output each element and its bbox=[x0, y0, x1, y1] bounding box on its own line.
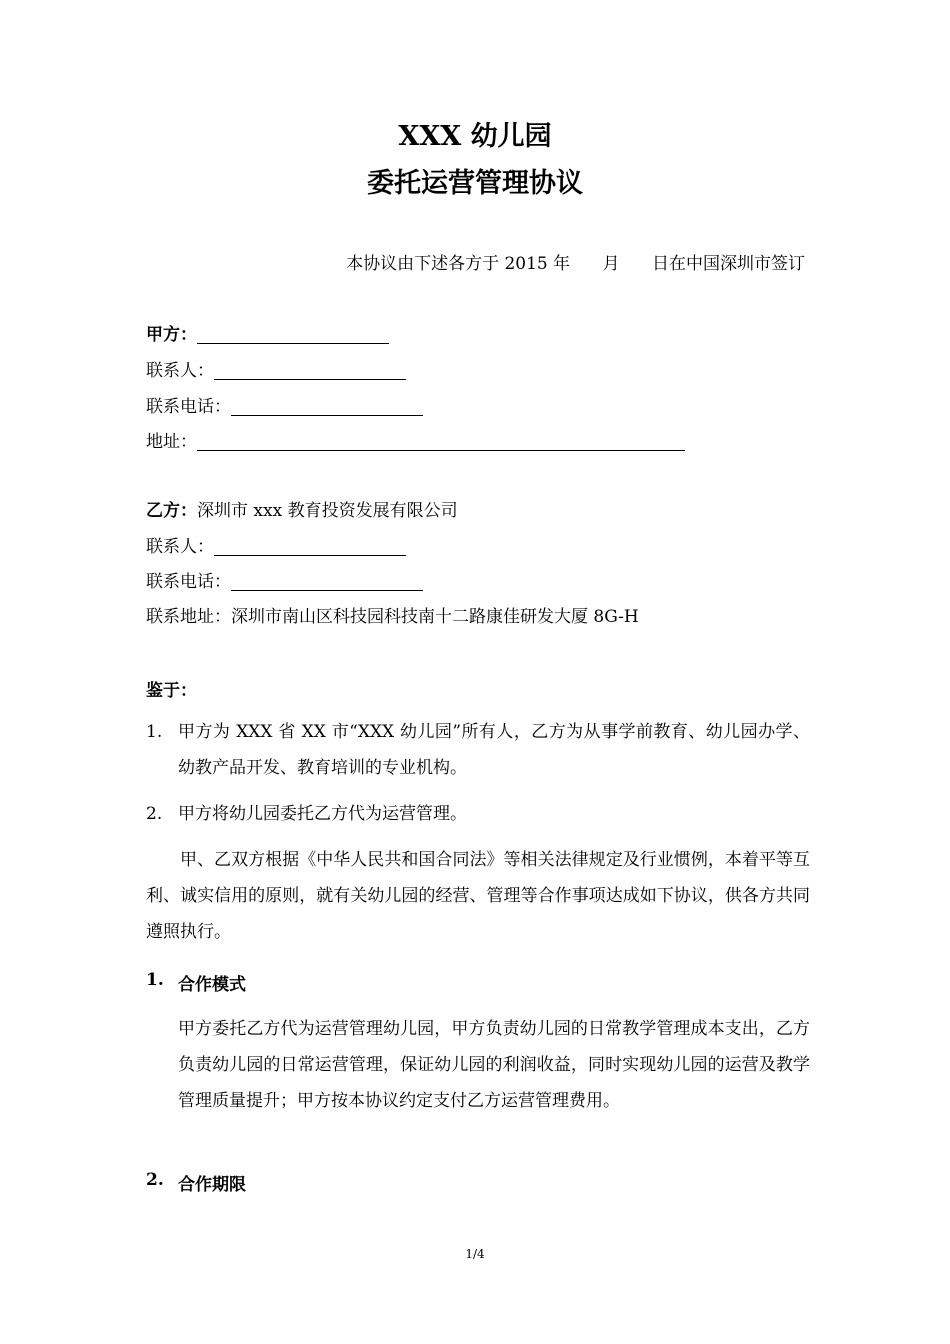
document-title: XXX 幼儿园 bbox=[398, 121, 552, 152]
whereas-heading: 鉴于： bbox=[146, 681, 197, 701]
party-b-phone-blank bbox=[231, 572, 423, 591]
whereas-item-2-number: 2. bbox=[146, 804, 163, 824]
party-b-address-label: 联系地址： bbox=[146, 607, 231, 627]
section-1-number: 1. bbox=[146, 970, 164, 990]
whereas-item-1-text: 甲方为 XXX 省 XX 市“XXX 幼儿园”所有人，乙方为从事学前教育、幼儿园办学、幼教产品开发、教育培训的专业机构。 bbox=[178, 722, 810, 778]
section-1-title: 合作模式 bbox=[178, 975, 246, 995]
section-1-text: 甲方委托乙方代为运营管理幼儿园，甲方负责幼儿园的日常教学管理成本支出，乙方负责幼儿园的日常运营管理，保证幼儿园的利润收益，同时实现幼儿园的运营及教学管理质量提升；甲方按本协议约定支付乙方运营管理费用。 bbox=[178, 1019, 810, 1111]
party-a-blank bbox=[197, 325, 389, 344]
party-a-contact-row bbox=[146, 356, 406, 381]
party-a-address-label: 地址： bbox=[146, 432, 197, 452]
party-a-phone-label: 联系电话： bbox=[146, 397, 231, 417]
party-a-contact-label: 联系人： bbox=[146, 361, 214, 381]
signing-statement: 本协议由下述各方于 2015 年 月 日在中国深圳市签订 bbox=[346, 254, 805, 274]
whereas-item-1-number: 1. bbox=[146, 722, 163, 742]
party-a-row bbox=[146, 320, 389, 345]
page-number: 1/4 bbox=[465, 1247, 485, 1261]
party-b-contact-row bbox=[146, 532, 406, 557]
document-subtitle: 委托运营管理协议 bbox=[367, 168, 583, 199]
party-a-phone-blank bbox=[231, 397, 423, 416]
party-b-address: 深圳市南山区科技园科技南十二路康佳研发大厦 8G-H bbox=[231, 607, 639, 627]
whereas-item-2-text: 甲方将幼儿园委托乙方代为运营管理。 bbox=[178, 804, 467, 824]
section-2-number: 2. bbox=[146, 1170, 164, 1190]
agreement-intro: 甲、乙双方根据《中华人民共和国合同法》等相关法律规定及行业惯例，本着平等互利、诚实信用的原则，就有关幼儿园的经营、管理等合作事项达成如下协议，供各方共同遵照执行。 bbox=[146, 850, 810, 942]
party-b-phone-label: 联系电话： bbox=[146, 572, 231, 592]
party-b-contact-blank bbox=[214, 537, 406, 556]
section-2-title: 合作期限 bbox=[178, 1175, 246, 1195]
party-b-contact-label: 联系人： bbox=[146, 537, 214, 557]
party-a-phone-row bbox=[146, 392, 423, 417]
party-b-row bbox=[146, 496, 458, 521]
party-b-phone-row bbox=[146, 567, 423, 592]
party-a-address-blank bbox=[197, 432, 685, 451]
party-a-label: 甲方： bbox=[146, 325, 197, 345]
party-b-name: 深圳市 xxx 教育投资发展有限公司 bbox=[197, 501, 458, 521]
party-b-label: 乙方： bbox=[146, 501, 197, 521]
party-a-contact-blank bbox=[214, 361, 406, 380]
party-b-address-row bbox=[146, 602, 639, 627]
party-a-address-row bbox=[146, 427, 685, 452]
